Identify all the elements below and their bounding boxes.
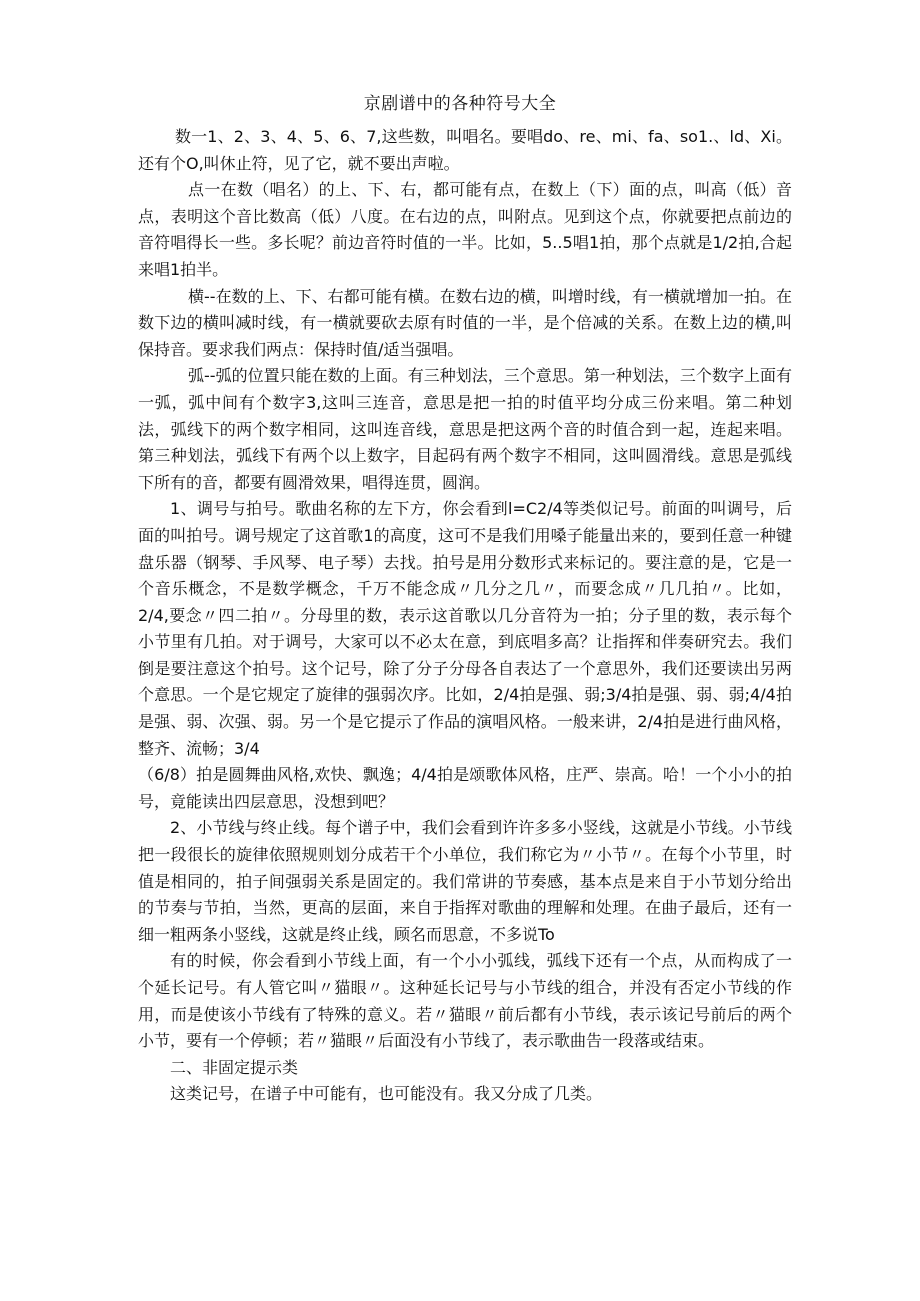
document-title: 京剧谱中的各种符号大全 [363,94,557,114]
paragraph-solfege: 数一1、2、3、4、5、6、7,这些数，叫唱名。要唱do、re、mi、fa、so1.、ld、Xi。还有个O,叫休止符，见了它，就不要出声啦。 [138,127,792,173]
document-body [138,124,792,1108]
paragraph-time-signature-continued: （6/8）拍是圆舞曲风格,欢快、飘逸；4/4拍是颂歌体风格，庄严、崇高。哈！一个小小的拍号，竟能读出四层意思，没想到吧？ [138,765,792,811]
paragraph-non-fixed-intro: 这类记号，在谱子中可能有，也可能没有。我又分成了几类。 [170,1084,603,1104]
section-heading-non-fixed: 二、非固定提示类 [170,1057,299,1077]
paragraph-arc: 弧--弧的位置只能在数的上面。有三种划法，三个意思。第一种划法，三个数字上面有一弧，弧中间有个数字3,这叫三连音，意思是把一拍的时值平均分成三份来唱。第二种划法，弧线下的两个数字相同，这叫连音线，意思是把这两个音的时值合到一起，连起来唱。第三种划法，弧线下有两个以上数字，目起码有两个数字不相同，这叫圆滑线。意思是弧线下所有的音，都要有圆滑效果，唱得连贯，圆润。 [138,366,792,492]
paragraph-dot: 点一在数（唱名）的上、下、右，都可能有点，在数上（下）面的点，叫高（低）音点，表明这个音比数高（低）八度。在右边的点，叫附点。见到这个点，你就要把点前边的音符唱得长一些。多长呢？前边音符时值的一半。比如，5..5唱1拍，那个点就是1/2拍,合起来唱1拍半。 [138,180,792,279]
paragraph-dash: 横--在数的上、下、右都可能有横。在数右边的横，叫增时线，有一横就增加一拍。在数下边的横叫减时线，有一横就要砍去原有时值的一半，是个倍减的关系。在数上边的横,叫保持音。要求我们两点：保持时值/适当强唱。 [138,286,792,359]
paragraph-key-time-signature: 1、调号与拍号。歌曲名称的左下方，你会看到l=C2/4等类似记号。前面的叫调号，后面的叫拍号。调号规定了这首歌1的高度，这可不是我们用嗓子能量出来的，要到任意一种键盘乐器（钢琴、手风琴、电子琴）去找。拍号是用分数形式来标记的。要注意的是，它是一个音乐概念，不是数学概念，千万不能念成〃几分之几〃，而要念成〃几几拍〃。比如，2/4,要念〃四二拍〃。分母里的数，表示这首歌以几分音符为一拍；分子里的数，表示每个小节里有几拍。对于调号，大家可以不必太在意，到底唱多高？让指挥和伴奏研究去。我们倒是要注意这个拍号。这个记号，除了分子分母各自表达了一个意思外，我们还要读出另两个意思。一个是它规定了旋律的强弱次序。比如，2/4拍是强、弱;3/4拍是强、弱、弱;4/4拍是强、弱、次强、弱。另一个是它提示了作品的演唱风格。一般来讲，2/4拍是进行曲风格，整齐、流畅；3/4 [138,499,792,758]
paragraph-fermata: 有的时候，你会看到小节线上面，有一个小小弧线，弧线下还有一个点，从而构成了一个延长记号。有人管它叫〃猫眼〃。这种延长记号与小节线的组合，并没有否定小节线的作用，而是使该小节线有了特殊的意义。若〃猫眼〃前后都有小节线，表示该记号前后的两个小节，要有一个停顿；若〃猫眼〃后面没有小节线了，表示歌曲告一段落或结束。 [138,951,792,1051]
paragraph-bar-lines: 2、小节线与终止线。每个谱子中，我们会看到许许多多小竖线，这就是小节线。小节线把一段很长的旋律依照规则划分成若干个小单位，我们称它为〃小节〃。在每个小节里，时值是相同的，拍子间强弱关系是固定的。我们常讲的节奏感，基本点是来自于小节划分给出的节奏与节拍，当然，更高的层面，来自于指挥对歌曲的理解和处理。在曲子最后，还有一细一粗两条小竖线，这就是终止线，顾名而思意，不多说To [138,818,792,944]
